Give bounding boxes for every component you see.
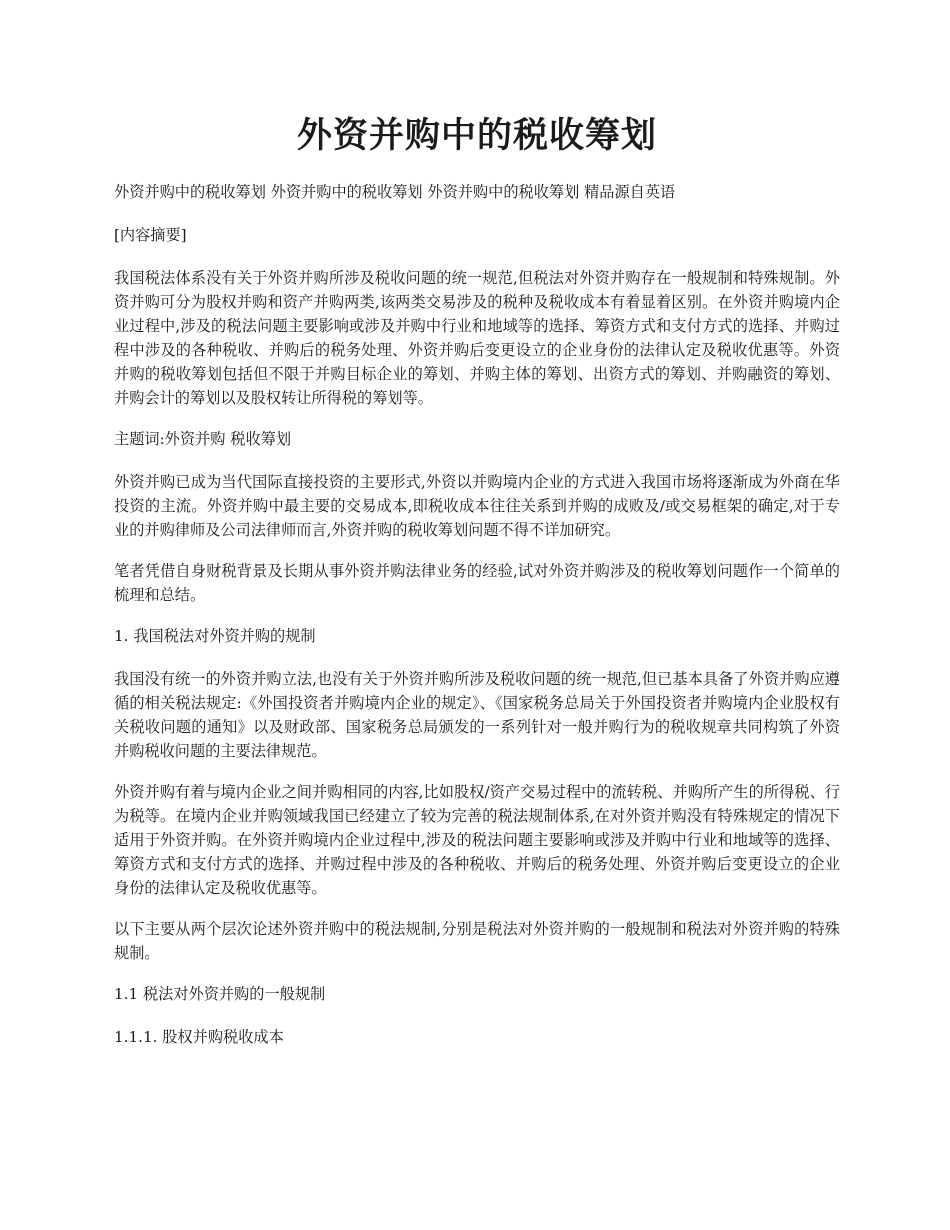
- document-body: [114, 180, 840, 1068]
- section-1-1-heading: 1.1 税法对外资并购的一般规制: [114, 985, 326, 1003]
- subtitle-line: 外资并购中的税收筹划 外资并购中的税收筹划 外资并购中的税收筹划 精品源自英语: [114, 183, 676, 201]
- abstract-paragraph: 我国税法体系没有关于外资并购所涉及税收问题的统一规范,但税法对外资并购存在一般规制和特殊规制。外资并购可分为股权并购和资产并购两类,该两类交易涉及的税种及税收成本有着显着区别。在外资并购境内企业过程中,涉及的税法问题主要影响或涉及并购中行业和地域等的选择、筹资方式和支付方式的选择、并购过程中涉及的各种税收、并购后的税务处理、外资并购后变更设立的企业身份的法律认定及税收优惠等。外资并购的税收筹划包括但不限于并购目标企业的筹划、并购主体的筹划、出资方式的筹划、并购融资的筹划、并购会计的筹划以及股权转让所得税的筹划等。: [114, 269, 840, 407]
- section-1-paragraph-2: 外资并购有着与境内企业之间并购相同的内容,比如股权/资产交易过程中的流转税、并购所产生的所得税、行为税等。在境内企业并购领域我国已经建立了较为完善的税法规制体系,在对外资并购没有特殊规定的情况下适用于外资并购。在外资并购境内企业过程中,涉及的税法问题主要影响或涉及并购中行业和地域等的选择、筹资方式和支付方式的选择、并购过程中涉及的各种税收、并购后的税务处理、外资并购后变更设立的企业身份的法律认定及税收优惠等。: [114, 783, 840, 897]
- keywords-line: 主题词:外资并购 税收筹划: [114, 430, 292, 448]
- abstract-heading: [内容摘要]: [114, 226, 187, 244]
- intro-paragraph-1: 外资并购已成为当代国际直接投资的主要形式,外资以并购境内企业的方式进入我国市场将逐渐成为外商在华投资的主流。外资并购中最主要的交易成本,即税收成本往往关系到并购的成败及/或交易框架的确定,对于专业的并购律师及公司法律师而言,外资并购的税收筹划问题不得不详加研究。: [114, 473, 840, 539]
- document-title: 外资并购中的税收筹划: [296, 115, 657, 156]
- section-1-paragraph-1: 我国没有统一的外资并购立法,也没有关于外资并购所涉及税收问题的统一规范,但已基本具备了外资并购应遵循的相关税法规定:《外国投资者并购境内企业的规定》、《国家税务总局关于外国投资者并购境内企业股权有关税收问题的通知》以及财政部、国家税务总局颁发的一系列针对一般并购行为的税收规章共同构筑了外资并购税收问题的主要法律规范。: [114, 670, 840, 760]
- section-1-1-1-heading: 1.1.1. 股权并购税收成本: [114, 1028, 284, 1046]
- section-1-paragraph-3: 以下主要从两个层次论述外资并购中的税法规制,分别是税法对外资并购的一般规制和税法对外资并购的特殊规制。: [114, 920, 840, 962]
- intro-paragraph-2: 笔者凭借自身财税背景及长期从事外资并购法律业务的经验,试对外资并购涉及的税收筹划问题作一个简单的梳理和总结。: [114, 562, 840, 604]
- section-1-heading: 1. 我国税法对外资并购的规制: [114, 627, 316, 645]
